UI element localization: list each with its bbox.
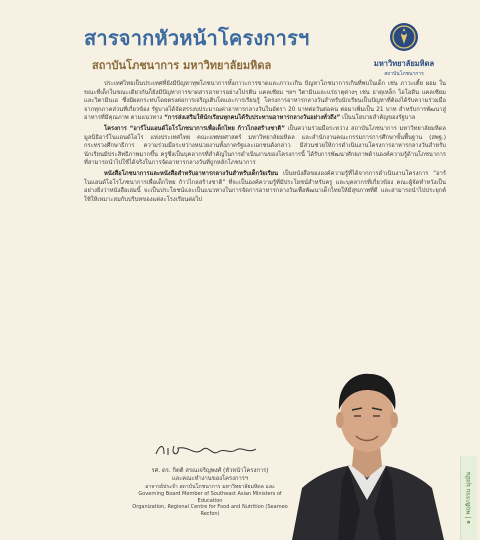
signatory-role-2: อาจารย์ประจำ สถาบันโภชนาการ มหาวิทยาลัยมหิดล และ <box>145 483 275 490</box>
paragraph-2-text: เป็นความร่วมมือระหว่าง สถาบันโภชนาการ มหาวิทยาลัยมหิดล มูลนิธิอาร์โนแอนด์โอโร แห่งประเทศไทย คณะแพทยศาสตร์ มหาวิทยาลัยมหิดล และสำนักงานคณะกรรมการการศึกษาขั้นพื้นฐาน (สพฐ.) กระทรวงศึกษาธิการ ความร่วมมือระหว่างหน่วยงานทั้งภาครัฐและเอกชนดังกล่าว มีส่วนช่วยให้การดำเนินงานโครงการอาหารกลางวันสำหรับนักเรียนมีประสิทธิภาพมากขึ้น ครูซึ่งเป็นบุคลากรที่สำคัญในการดำเนินงานของโครงการนี้ ได้รับการพัฒนาศักยภาพด้านองค์ความรู้ด้านโภชนาการที่สามารถนำไปใช้ได้จริงในการจัดอาหารกลางวันที่ถูกหลักโภชนาการ <box>84 125 446 167</box>
side-tab-label: ๑ | พฤติกรรม มุ่งมั่น <box>465 472 472 525</box>
paragraph-1-tail: เป็นนโยบายสำคัญของรัฐบาล <box>342 115 416 122</box>
signatory-role-1: และคณะทำงานของโครงการฯ <box>171 475 249 482</box>
logo-institute-name: สถาบันโภชนาการ <box>384 71 424 77</box>
signatory-role-en-1: Governing Board Member of Southeast Asian Ministers of Education <box>138 491 282 504</box>
page-title: สารจากหัวหน้าโครงการฯ <box>84 26 310 50</box>
paragraph-2-lead: โครงการ “อาร์โนแอนด์โอโรโภชนาการเพื่อเด็กไทย ก้าวไกลสร้างชาติ” <box>104 125 286 132</box>
page-subtitle: สถาบันโภชนาการ มหาวิทยาลัยมหิดล <box>92 59 272 72</box>
paragraph-3-text: เป็นหนังสือขององค์ความรู้ที่ได้จากการดำเนินงานโครงการ “อาร์โนแอนด์โอโรโภชนาการเพื่อเด็กไทย ก้าวไกลสร้างชาติ” ที่จะเป็นองค์ความรู้ที่มีประโยชน์สำหรับครู และบุคลากรที่เกี่ยวข้อง คณะผู้จัดทำหวังเป็นอย่างยิ่งว่าหนังสือเล่มนี้ จะเป็นประโยชน์และเป็นแนวทางในการจัดการอาหารกลางวันเพื่อพัฒนาเด็กไทยให้มีสุขภาพที่ดี และสามารถนำไปประยุกต์ใช้ให้เหมาะสมกับบริบทของแต่ละโรงเรียนต่อไป <box>84 170 446 203</box>
paragraph-1 <box>84 80 446 123</box>
message-body <box>84 80 446 206</box>
paragraph-3-lead: หนังสือโภชนาการและหนังสือสำหรับอาหารกลางวันสำหรับเด็กวัยเรียน <box>104 170 279 177</box>
mahidol-seal-icon <box>389 22 419 52</box>
project-head-photo <box>282 360 452 540</box>
paragraph-2 <box>84 125 446 168</box>
signatory-name: รศ. ดร. กิตติ สรณเจริญพงศ์ (หัวหน้าโครงการ) <box>151 468 269 474</box>
signatory-role-en-2: Organization, Regional Centre for Food and Nutrition (Seameo Recfon) <box>132 504 288 517</box>
signature-block <box>130 468 290 517</box>
paragraph-3 <box>84 170 446 204</box>
logo-university-name: มหาวิทยาลัยมหิดล <box>373 59 435 68</box>
paragraph-1-text: ประเทศไทยเป็นประเทศที่ยังมีปัญหาทุพโภชนาการทั้งภาวะการขาดและภาวะเกิน ปัญหาโภชนาการเกินที่พบในเด็ก เช่น ภาวะเตี้ย ผอม ในขณะที่เด็กในขณะเดียวกันก็ยังมีปัญหาการขาดสารอาหารอย่างโปรตีน แคลเซียม ฯลฯ วิตามินและแร่ธาตุต่างๆ เช่น ธาตุเหล็ก ไอโอดีน แคลเซียม และวิตามินเอ ซึ่งมีผลกระทบโดยตรงต่อการเจริญเติบโตและการเรียนรู้ โครงการอาหารกลางวันสำหรับนักเรียนเป็นปัญหาที่ต้องได้รับความร่วมมือจากทุกภาคส่วนที่เกี่ยวข้อง รัฐบาลได้จัดสรรงบประมาณค่าอาหารกลางวันในอัตรา 20 บาทต่อวันต่อคน ต่อมาเพิ่มเป็น 21 บาท สำหรับการพัฒนาสู่อาหารที่มีคุณภาพ ตามแนวทาง <box>84 81 446 122</box>
paragraph-1-emphasis: “การส่งเสริมให้นักเรียนทุกคนได้รับประทานอาหารกลางวันอย่างทั่วถึง” <box>164 115 341 122</box>
page-side-tab <box>460 456 477 540</box>
institution-logo <box>356 22 452 78</box>
handwritten-signature <box>150 440 270 460</box>
